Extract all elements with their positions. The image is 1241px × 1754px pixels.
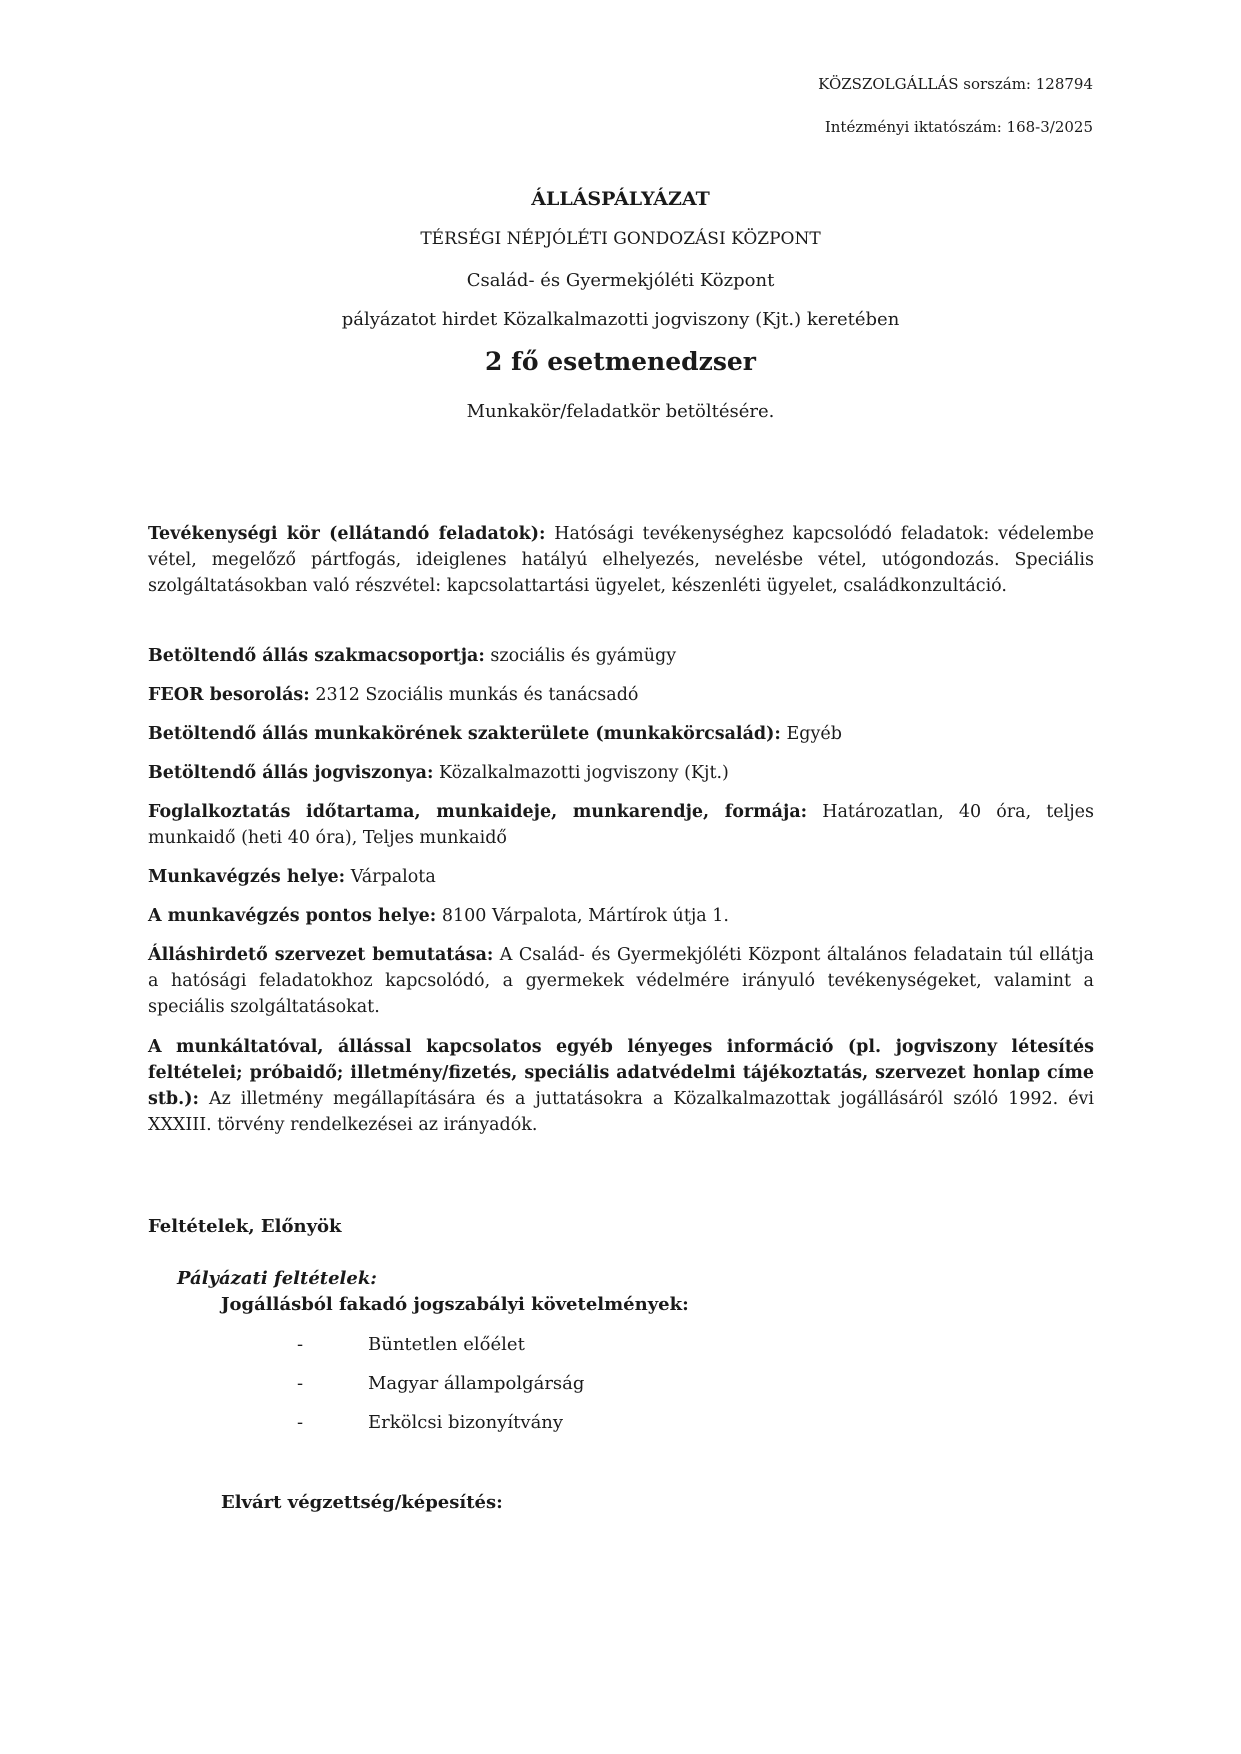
position-title: 2 fő esetmenedzser <box>485 347 756 376</box>
job-group-label: Betöltendő állás szakmacsoportja: <box>148 646 485 666</box>
organization-intro-value: A Család- és Gyermekjóléti Központ általános feladatain túl ellátja a hatósági feladatokhoz kapcsolódó, a gyermekek védelmére irányuló tevékenységeket, valamint a speciális szolgáltatásokat. <box>148 945 1094 1017</box>
legal-relationship-label: Betöltendő állás jogviszonya: <box>148 763 434 783</box>
other-info-label: A munkáltatóval, állással kapcsolatos egyéb lényeges információ (pl. jogviszony létesítés feltételei; próbaidő; illetmény/fizetés, speciális adatvédelmi tájékoztatás, szervezet honlap címe stb.): <box>148 1037 1094 1109</box>
list-item-text: Magyar állampolgárság <box>368 1373 585 1394</box>
organization-name: TÉRSÉGI NÉPJÓLÉTI GONDOZÁSI KÖZPONT <box>420 229 821 249</box>
exact-workplace-value: 8100 Várpalota, Mártírok útja 1. <box>441 906 729 926</box>
purpose-line: Munkakör/feladatkör betöltésére. <box>466 401 775 422</box>
other-info-paragraph <box>148 1034 1094 1138</box>
announcement-line: pályázatot hirdet Közalkalmazotti jogviszony (Kjt.) keretében <box>341 309 900 330</box>
workplace-paragraph <box>148 864 1094 890</box>
legal-relationship-value: Közalkalmazotti jogviszony (Kjt.) <box>438 763 729 783</box>
field-paragraph <box>148 721 1094 747</box>
list-item-text: Büntetlen előélet <box>368 1334 525 1355</box>
activities-value: Hatósági tevékenységhez kapcsolódó feladatok: védelembe vétel, megelőző pártfogás, ideiglenes hatályú elhelyezés, nevelésbe vétel, utógondozás. Speciális szolgáltatásokban való részvétel: kapcsolattartási ügyelet, készenléti ügyelet, családkonzultáció. <box>148 524 1094 596</box>
activities-paragraph <box>148 521 1094 599</box>
feor-paragraph <box>148 682 1094 708</box>
organization-intro-paragraph <box>148 942 1094 1020</box>
document-title: ÁLLÁSPÁLYÁZAT <box>531 188 710 210</box>
exact-workplace-paragraph <box>148 903 1094 929</box>
activities-label: Tevékenységi kör (ellátandó feladatok): <box>148 524 546 544</box>
workplace-value: Várpalota <box>350 867 436 887</box>
job-group-paragraph <box>148 643 1094 669</box>
education-heading: Elvárt végzettség/képesítés: <box>221 1492 503 1513</box>
applicant-conditions-heading: Pályázati feltételek: <box>177 1268 377 1289</box>
list-bullet: - <box>297 1334 304 1355</box>
job-group-value: szociális és gyámügy <box>490 646 677 666</box>
field-label: Betöltendő állás munkakörének szakterülete (munkakörcsalád): <box>148 724 781 744</box>
list-bullet: - <box>297 1373 304 1394</box>
legal-relationship-paragraph <box>148 760 1094 786</box>
conditions-heading: Feltételek, Előnyök <box>148 1216 342 1237</box>
list-item-text: Erkölcsi bizonyítvány <box>368 1412 564 1433</box>
unit-name: Család- és Gyermekjóléti Központ <box>466 270 775 291</box>
other-info-value: Az illetmény megállapítására és a juttatásokra a Közalkalmazottak jogállásáról szóló 1992. évi XXXIII. törvény rendelkezései az irányadók. <box>148 1089 1094 1135</box>
feor-value: 2312 Szociális munkás és tanácsadó <box>315 685 639 705</box>
organization-intro-label: Álláshirdető szervezet bemutatása: <box>148 945 494 965</box>
serial-number: KÖZSZOLGÁLLÁS sorszám: 128794 <box>818 75 1093 93</box>
list-bullet: - <box>297 1412 304 1433</box>
employment-paragraph <box>148 799 1094 851</box>
registry-number: Intézményi iktatószám: 168-3/2025 <box>824 118 1093 136</box>
legal-requirements-heading: Jogállásból fakadó jogszabályi követelmények: <box>221 1294 689 1315</box>
employment-label: Foglalkoztatás időtartama, munkaideje, munkarendje, formája: <box>148 802 808 822</box>
feor-label: FEOR besorolás: <box>148 685 310 705</box>
field-value: Egyéb <box>786 724 842 744</box>
workplace-label: Munkavégzés helye: <box>148 867 346 887</box>
employment-value: Határozatlan, 40 óra, teljes munkaidő (heti 40 óra), Teljes munkaidő <box>148 802 1094 848</box>
exact-workplace-label: A munkavégzés pontos helye: <box>148 906 437 926</box>
